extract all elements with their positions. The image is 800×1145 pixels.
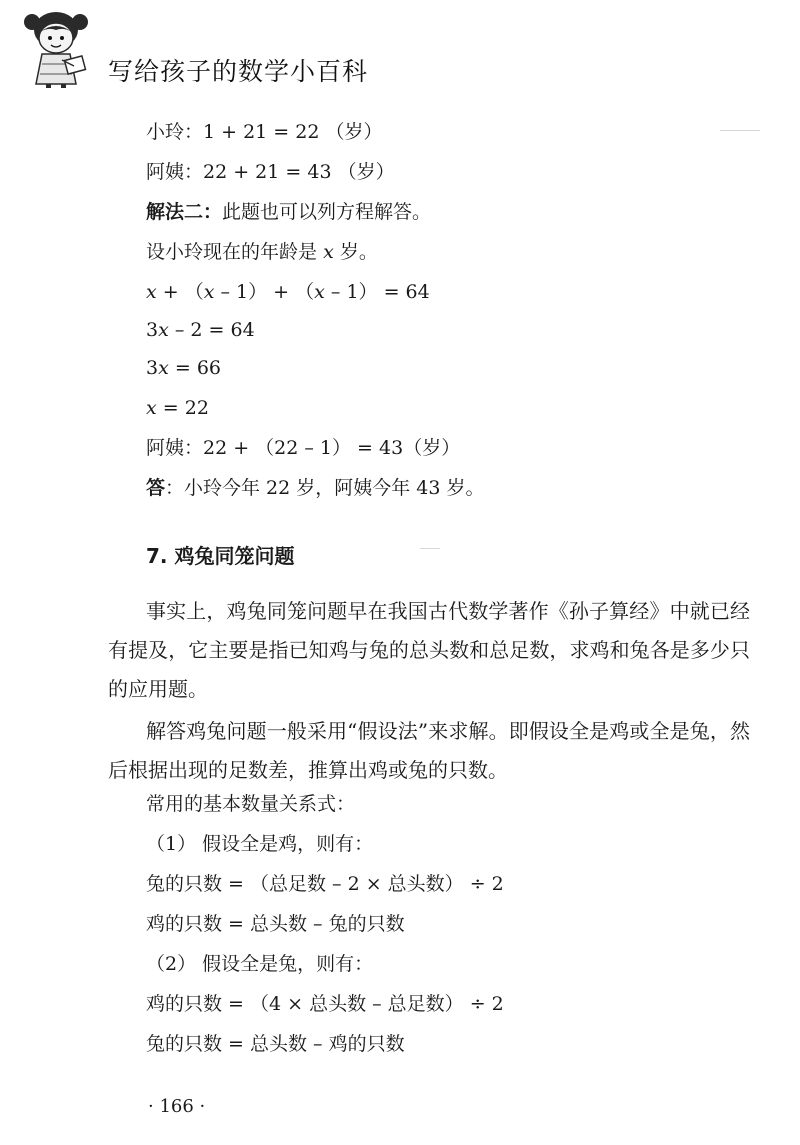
assumption-variable: x [323, 241, 334, 263]
eq3-rest: = 66 [174, 357, 221, 379]
equation-line-2 [146, 318, 255, 342]
girl-mascot-icon [22, 8, 114, 88]
section-title: 7. 鸡兔同笼问题 [146, 544, 295, 568]
case-two-heading: （2） 假设全是兔，则有： [146, 953, 374, 975]
assumption-suffix: 岁。 [339, 241, 378, 263]
eq1-var-3: x [314, 281, 325, 303]
answer-line [146, 476, 485, 500]
scan-artifact [720, 130, 760, 131]
eq1-var-1: x [146, 281, 157, 303]
eq2-var: x [158, 319, 169, 341]
answer-label: 答 [146, 477, 166, 499]
eq1-mid-2: – 1） + （ [220, 281, 315, 303]
eq3-coef: 3 [146, 357, 159, 379]
aunt-equation-line: 阿姨：22 + （22 – 1） = 43（岁） [146, 437, 461, 459]
eq2-rest: – 2 = 64 [174, 319, 255, 341]
eq1-end: – 1） = 64 [330, 281, 430, 303]
eq2-coef: 3 [146, 319, 159, 341]
assumption-line [146, 240, 378, 264]
eq1-var-2: x [203, 281, 215, 303]
assumption-prefix: 设小玲现在的年龄是 [146, 241, 318, 263]
case-one-formula-2: 鸡的只数 = 总头数 – 兔的只数 [146, 913, 405, 935]
book-title: 写给孩子的数学小百科 [108, 57, 369, 86]
formula-intro: 常用的基本数量关系式： [146, 793, 356, 815]
equation-line-3 [146, 356, 221, 380]
page-header [22, 8, 369, 88]
eq4-var: x [146, 397, 157, 419]
eq4-rest: = 22 [162, 397, 209, 419]
solution-line-xiaoling: 小玲：1 + 21 = 22 （岁） [146, 121, 383, 143]
case-one-heading: （1） 假设全是鸡，则有： [146, 833, 374, 855]
page-number: · 166 · [148, 1096, 206, 1117]
solution-line-aunt: 阿姨：22 + 21 = 43 （岁） [146, 161, 395, 183]
method-two-line [146, 200, 431, 224]
case-two-formula-2: 兔的只数 = 总头数 – 鸡的只数 [146, 1033, 405, 1055]
equation-line-4 [146, 396, 209, 420]
section-paragraph-2: 解答鸡兔问题一般采用“假设法”来求解。即假设全是鸡或全是兔，然后根据出现的足数差，推算出鸡或兔的只数。 [108, 719, 750, 782]
case-two-formula-1: 鸡的只数 = （4 × 总头数 – 总足数） ÷ 2 [146, 993, 504, 1015]
equation-line-1 [146, 280, 430, 304]
method-two-label: 解法二： [146, 201, 223, 223]
scan-artifact [420, 548, 440, 549]
eq3-var: x [158, 357, 169, 379]
section-paragraph-1: 事实上，鸡兔同笼问题早在我国古代数学著作《孙子算经》中就已经有提及，它主要是指已知鸡与兔的总头数和总足数，求鸡和兔各是多少只的应用题。 [108, 599, 750, 701]
eq1-mid-1: + （ [162, 281, 204, 303]
case-one-formula-1: 兔的只数 = （总足数 – 2 × 总头数） ÷ 2 [146, 873, 504, 895]
method-two-text: 此题也可以列方程解答。 [222, 201, 432, 223]
answer-text: ：小玲今年 22 岁，阿姨今年 43 岁。 [165, 477, 485, 499]
